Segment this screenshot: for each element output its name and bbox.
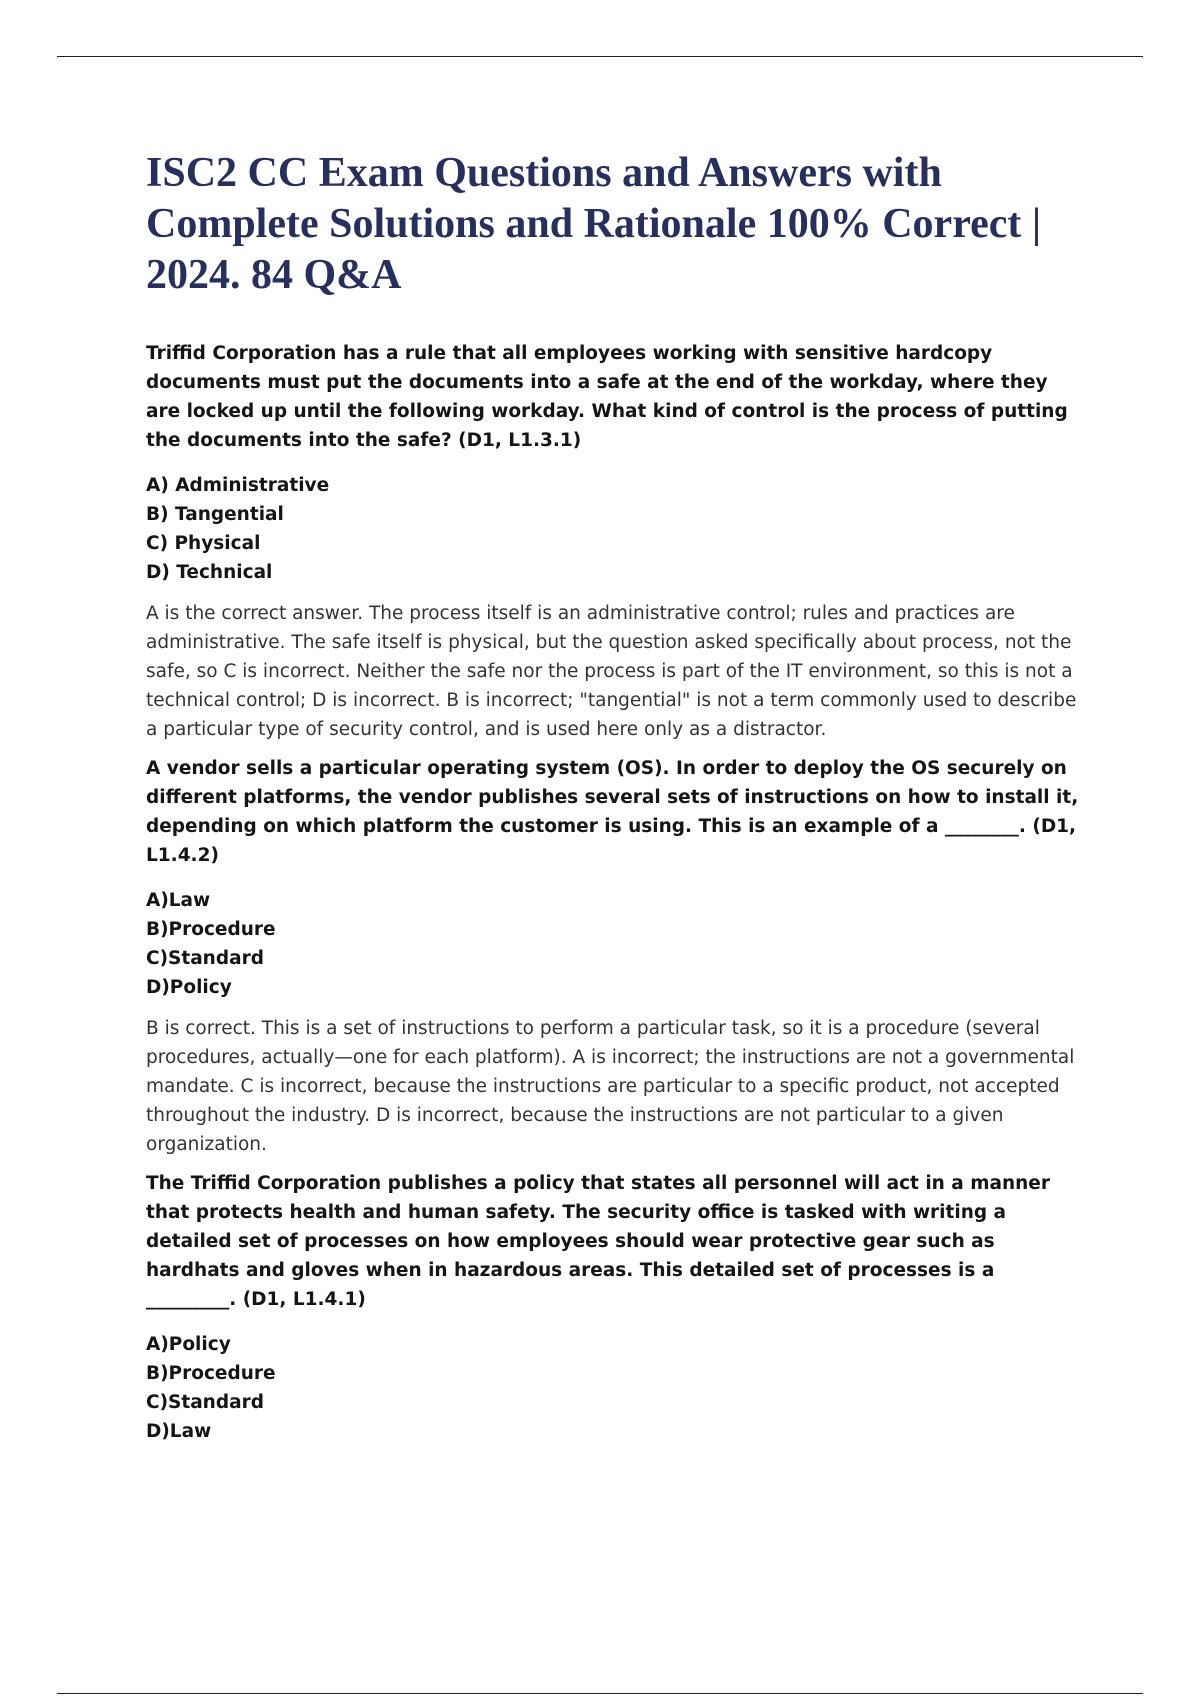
option-a: A) Administrative [146, 475, 330, 496]
answer-options [146, 1330, 1086, 1446]
document-body [146, 148, 1086, 1456]
question-text: A vendor sells a particular operating system (OS). In order to deploy the OS securely on different platforms, the vendor publishes several sets of instructions on how to install it, depending on which platform the customer is using. This is an example of a ________. (D1, L1.4.2) [146, 758, 1079, 866]
answer-rationale: B is correct. This is a set of instructions to perform a particular task, so it is a procedure (several procedures, actually—one for each platform). A is incorrect; the instructions are not a governmental mandate. C is incorrect, because the instructions are particular to a specific product, not accepted throughout the industry. D is incorrect, because the instructions are not particular to a given organization. [146, 1018, 1075, 1155]
option-d: D)Law [146, 1421, 212, 1442]
option-a: A)Policy [146, 1334, 231, 1355]
document-title: ISC2 CC Exam Questions and Answers with Complete Solutions and Rationale 100% Correct | 2024. 84 Q&A [146, 150, 1042, 298]
option-c: C)Standard [146, 1392, 264, 1413]
bottom-divider [57, 1693, 1143, 1694]
option-b: B) Tangential [146, 504, 284, 525]
option-a: A)Law [146, 890, 211, 911]
question-block-2 [146, 754, 1086, 1159]
question-text: The Triffid Corporation publishes a policy that states all personnel will act in a manner that protects health and human safety. The security office is tasked with writing a detailed set of processes on how employees should wear protective gear such as hardhats and gloves when in hazardous areas. This detailed set of processes is a _________. (D1, L1.4.1) [146, 1173, 1050, 1310]
option-c: C)Standard [146, 948, 264, 969]
option-d: D)Policy [146, 977, 232, 998]
option-b: B)Procedure [146, 919, 276, 940]
top-divider [57, 56, 1143, 57]
answer-options [146, 886, 1086, 1002]
option-d: D) Technical [146, 562, 273, 583]
question-block-1 [146, 339, 1086, 744]
answer-options [146, 471, 1086, 587]
answer-rationale: A is the correct answer. The process itself is an administrative control; rules and practices are administrative. The safe itself is physical, but the question asked specifically about process, not the safe, so C is incorrect. Neither the safe nor the process is part of the IT environment, so this is not a technical control; D is incorrect. B is incorrect; "tangential" is not a term commonly used to describe a particular type of security control, and is used here only as a distractor. [146, 603, 1077, 740]
option-c: C) Physical [146, 533, 261, 554]
question-text: Triffid Corporation has a rule that all employees working with sensitive hardcopy documents must put the documents into a safe at the end of the workday, where they are locked up until the following workday. What kind of control is the process of putting the documents into the safe? (D1, L1.3.1) [146, 343, 1068, 451]
option-b: B)Procedure [146, 1363, 276, 1384]
question-block-3 [146, 1169, 1086, 1446]
